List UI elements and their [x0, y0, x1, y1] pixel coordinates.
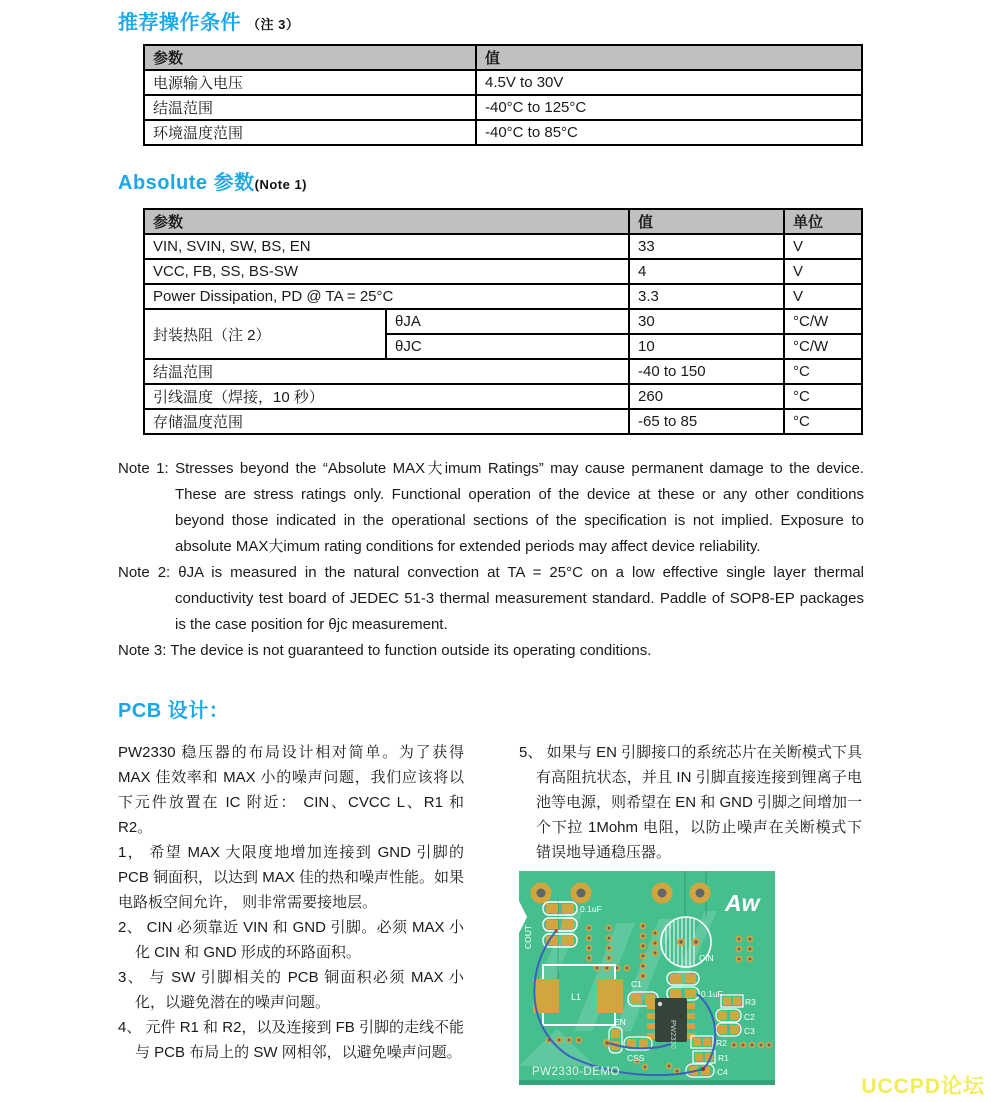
cap-right-value-label: 0.1uF: [701, 989, 723, 999]
value-cell: -40°C to 85°C: [476, 120, 862, 145]
pcb-right-column: [519, 740, 862, 1085]
unit-cell: V: [784, 259, 862, 284]
value-cell: 3.3: [629, 284, 784, 309]
forum-watermark: UCCPD论坛: [861, 1075, 985, 1098]
section-title-absolute: [118, 166, 307, 195]
subparam-cell: θJA: [386, 309, 629, 334]
pcb-item-3: 3、 与 SW 引脚相关的 PCB 铜面积必须 MAX 小化，以避免潜在的噪声问题。: [118, 969, 464, 1011]
cap-top-value-label: 0.1uF: [580, 904, 602, 914]
trace-endpoint: [554, 929, 557, 932]
param-cell: 电源输入电压: [144, 70, 476, 95]
l1-label: L1: [571, 992, 582, 1002]
pcb-left-column: [118, 740, 464, 1085]
value-cell: -40°C to 125°C: [476, 95, 862, 120]
unit-cell: V: [784, 234, 862, 259]
col-header-unit: 单位: [784, 209, 862, 234]
table-row: [144, 384, 862, 409]
table-row: [144, 120, 862, 145]
section-title-recommended: [118, 6, 299, 35]
param-cell: 结温范围: [144, 359, 629, 384]
unit-cell: °C/W: [784, 309, 862, 334]
recommended-note-ref: （注 3）: [247, 17, 300, 32]
col-header-value: 值: [476, 45, 862, 70]
table-header-row: [144, 209, 862, 234]
pcb-item-2: 2、 CIN 必须靠近 VIN 和 GND 引脚。必须 MAX 小化 CIN 和 GND 形成的环路面积。: [118, 919, 464, 961]
pcb-title-text: PCB 设计：: [118, 700, 230, 722]
table-header-row: [144, 45, 862, 70]
r3-label: R3: [745, 997, 756, 1007]
table-row: [144, 409, 862, 434]
chip-marking: PW2330: [669, 1020, 678, 1049]
table-row: [144, 70, 862, 95]
param-cell: 存储温度范围: [144, 409, 629, 434]
param-cell: Power Dissipation, PD @ TA = 25°C: [144, 284, 629, 309]
value-cell: 10: [629, 334, 784, 359]
value-cell: 4.5V to 30V: [476, 70, 862, 95]
table-row: [144, 309, 862, 334]
pcb-section-columns: [118, 740, 862, 1085]
recommended-title-text: 推荐操作条件: [118, 12, 241, 34]
param-cell: 环境温度范围: [144, 120, 476, 145]
note-3: Note 3: The device is not guaranteed to function outside its operating conditions.: [118, 642, 652, 659]
value-cell: 33: [629, 234, 784, 259]
cin-label: CIN: [699, 953, 714, 963]
section-title-pcb: [118, 694, 229, 723]
pcb-item-1: 1， 希望 MAX 大限度地增加连接到 GND 引脚的 PCB 铜面积，以达到 MAX 佳的热和噪声性能。如果电路板空间允许， 则非常需要接地层。: [118, 844, 464, 911]
pcb-intro-paragraph: PW2330 稳压器的布局设计相对简单。为了获得 MAX 佳效率和 MAX 小的噪声问题，我们应该将以下元件放置在 IC 附近： CIN、CVCC L、R1 和 R2。: [118, 744, 464, 836]
c1-label: C1: [631, 979, 642, 989]
pcb-item-5: 5、 如果与 EN 引脚接口的系统芯片在关断模式下具有高阻抗状态，并且 IN 引脚直接连接到锂离子电池等电源，则希望在 EN 和 GND 引脚之间增加一个下拉 1Mohm 电阻，以防止噪声在关断模式下错误地导通稳压器。: [519, 744, 862, 861]
unit-cell: °C/W: [784, 334, 862, 359]
value-cell: -40 to 150: [629, 359, 784, 384]
pcb-layout-image: [519, 871, 775, 1085]
table-row: [144, 234, 862, 259]
aw-logo: Aw: [725, 890, 760, 916]
absolute-note-ref: (Note 1): [254, 177, 308, 192]
value-cell: -65 to 85: [629, 409, 784, 434]
recommended-conditions-table: [143, 44, 863, 146]
table-row: [144, 359, 862, 384]
table-row: [144, 259, 862, 284]
unit-cell: V: [784, 284, 862, 309]
param-cell: 结温范围: [144, 95, 476, 120]
absolute-title-text: Absolute 参数: [118, 172, 255, 194]
c3-label: C3: [744, 1026, 755, 1036]
param-cell-thermal: 封装热阻（注 2）: [144, 309, 386, 359]
c2-label: C2: [744, 1012, 755, 1022]
subparam-cell: θJC: [386, 334, 629, 359]
value-cell: 30: [629, 309, 784, 334]
absolute-ratings-table: [143, 208, 863, 435]
param-cell: VIN, SVIN, SW, BS, EN: [144, 234, 629, 259]
table-row: [144, 95, 862, 120]
r1-label: R1: [718, 1053, 729, 1063]
notes-block: [118, 456, 864, 664]
r2-label: R2: [716, 1038, 727, 1048]
note-2: Note 2: θJA is measured in the natural convection at TA = 25°C on a low effective single layer thermal conductivity test board of JEDEC 51-3 thermal measurement standard. Paddle of SOP8-EP packages is the case position for θjc measurement.: [118, 564, 864, 633]
unit-cell: °C: [784, 409, 862, 434]
trace-endpoint: [701, 1067, 705, 1071]
unit-cell: °C: [784, 359, 862, 384]
value-cell: 4: [629, 259, 784, 284]
param-cell: 引线温度（焊接，10 秒）: [144, 384, 629, 409]
value-cell: 260: [629, 384, 784, 409]
board-name-label: PW2330-DEMO: [532, 1066, 620, 1078]
param-cell: VCC, FB, SS, BS-SW: [144, 259, 629, 284]
col-header-param: 参数: [144, 209, 629, 234]
unit-cell: °C: [784, 384, 862, 409]
css-label: CSS: [627, 1053, 645, 1063]
table-row: [144, 284, 862, 309]
pcb-board-edge: [519, 1080, 775, 1085]
en-label: EN: [614, 1017, 626, 1027]
col-header-param: 参数: [144, 45, 476, 70]
col-header-value: 值: [629, 209, 784, 234]
note-1: Note 1: Stresses beyond the “Absolute MAX大imum Ratings” may cause permanent damage to the device. These are stress ratings only. Functional operation of the device at these or any other conditions beyond those indicated in the operational sections of the specification is not implied. Exposure to absolute MAX大imum rating conditions for extended periods may affect device reliability.: [118, 460, 864, 555]
c4-label: C4: [717, 1067, 728, 1077]
pcb-item-4: 4、 元件 R1 和 R2，以及连接到 FB 引脚的走线不能与 PCB 布局上的 SW 网相邻，以避免噪声问题。: [118, 1019, 464, 1061]
cout-label: COUT: [523, 924, 533, 949]
